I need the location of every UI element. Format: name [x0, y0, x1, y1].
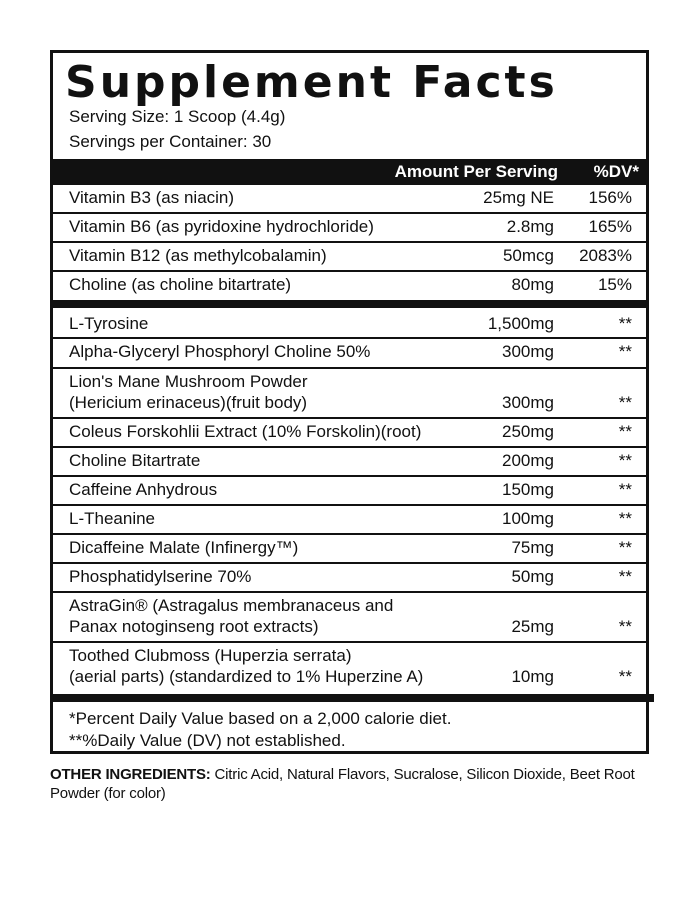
ingredient-row [53, 369, 646, 419]
servings-per-container: Servings per Container: 30 [69, 132, 272, 151]
ingredient-name [69, 371, 308, 413]
ingredient-name-line2: Panax notoginseng root extracts) [69, 617, 319, 636]
nutrient-name: Vitamin B3 (as niacin) [69, 188, 235, 207]
ingredient-row [53, 535, 646, 564]
ingredient-dv: ** [618, 538, 632, 557]
nutrient-dv: 156% [588, 188, 632, 207]
nutrient-dv: 2083% [579, 246, 632, 265]
footnote-daily-value: *Percent Daily Value based on a 2,000 calorie diet. [69, 709, 452, 728]
ingredient-row [53, 448, 646, 477]
ingredient-name-line2: (Hericium erinaceus)(fruit body) [69, 393, 308, 412]
vitamin-row [53, 185, 646, 214]
other-ingredients-label: OTHER INGREDIENTS: [50, 766, 211, 783]
ingredient-row [53, 477, 646, 506]
ingredient-dv: ** [618, 567, 632, 586]
ingredient-name: Phosphatidylserine 70% [69, 567, 252, 586]
vitamin-row [53, 243, 646, 272]
other-ingredients-text: Citric Acid, Natural Flavors, Sucralose, Silicon Dioxide, Beet Root Powder (for color) [50, 766, 635, 802]
ingredient-dv: ** [618, 480, 632, 499]
nutrient-dv: 165% [588, 217, 632, 236]
section-divider [53, 300, 646, 308]
ingredient-name: L-Tyrosine [69, 314, 149, 333]
ingredient-row [53, 339, 646, 369]
ingredient-name: L-Theanine [69, 509, 156, 528]
ingredient-dv: ** [618, 422, 632, 441]
ingredient-amount: 10mg [511, 667, 554, 686]
ingredient-name: Caffeine Anhydrous [69, 480, 218, 499]
ingredient-amount: 300mg [502, 393, 554, 412]
ingredient-amount: 75mg [511, 538, 554, 557]
ingredient-name-line1: Lion's Mane Mushroom Powder [69, 372, 308, 391]
ingredient-amount: 50mg [511, 567, 554, 586]
ingredient-row [53, 506, 646, 535]
other-ingredients [50, 765, 650, 803]
nutrient-amount: 25mg NE [483, 188, 554, 207]
panel-title: Supplement Facts [65, 57, 558, 108]
ingredient-name: Choline Bitartrate [69, 451, 201, 470]
nutrient-amount: 50mcg [502, 246, 554, 265]
ingredient-amount: 200mg [502, 451, 554, 470]
ingredient-dv: ** [618, 451, 632, 470]
ingredient-dv: ** [618, 314, 632, 333]
ingredient-dv: ** [618, 393, 632, 412]
nutrient-name: Choline (as choline bitartrate) [69, 275, 292, 294]
daily-value-header: %DV* [593, 162, 639, 181]
ingredient-amount: 25mg [511, 617, 554, 636]
nutrient-name: Vitamin B6 (as pyridoxine hydrochloride) [69, 217, 374, 236]
ingredient-dv: ** [618, 342, 632, 361]
ingredient-amount: 250mg [502, 422, 554, 441]
ingredient-dv: ** [618, 667, 632, 686]
vitamin-row [53, 214, 646, 243]
ingredient-name [69, 595, 393, 637]
ingredient-row [53, 643, 646, 694]
nutrient-dv: 15% [597, 275, 632, 294]
ingredient-amount: 300mg [502, 342, 554, 361]
footnote-not-established: **%Daily Value (DV) not established. [69, 731, 346, 750]
ingredient-name-line2: (aerial parts) (standardized to 1% Huperzine A) [69, 667, 424, 686]
ingredient-amount: 1,500mg [487, 314, 554, 333]
amount-per-serving-header: Amount Per Serving [394, 162, 558, 181]
ingredient-amount: 150mg [502, 480, 554, 499]
ingredient-row [53, 593, 646, 643]
ingredient-row [53, 308, 646, 339]
nutrient-amount: 80mg [511, 275, 554, 294]
ingredient-name: Alpha-Glyceryl Phosphoryl Choline 50% [69, 342, 371, 361]
ingredient-name: Coleus Forskohlii Extract (10% Forskolin)(root) [69, 422, 422, 441]
serving-size: Serving Size: 1 Scoop (4.4g) [69, 107, 286, 126]
nutrient-name: Vitamin B12 (as methylcobalamin) [69, 246, 327, 265]
ingredient-name: Dicaffeine Malate (Infinergy™) [69, 538, 299, 557]
nutrient-amount: 2.8mg [506, 217, 554, 236]
ingredient-name-line1: Toothed Clubmoss (Huperzia serrata) [69, 646, 352, 665]
vitamin-row [53, 272, 646, 300]
ingredient-name-line1: AstraGin® (Astragalus membranaceus and [69, 596, 394, 615]
ingredient-dv: ** [618, 617, 632, 636]
supplement-facts-panel [50, 50, 649, 754]
ingredient-name [69, 645, 423, 687]
ingredient-row [53, 564, 646, 593]
ingredient-amount: 100mg [502, 509, 554, 528]
ingredient-dv: ** [618, 509, 632, 528]
footnote-divider [53, 694, 654, 702]
ingredient-row [53, 419, 646, 448]
column-header-bar [53, 159, 646, 185]
